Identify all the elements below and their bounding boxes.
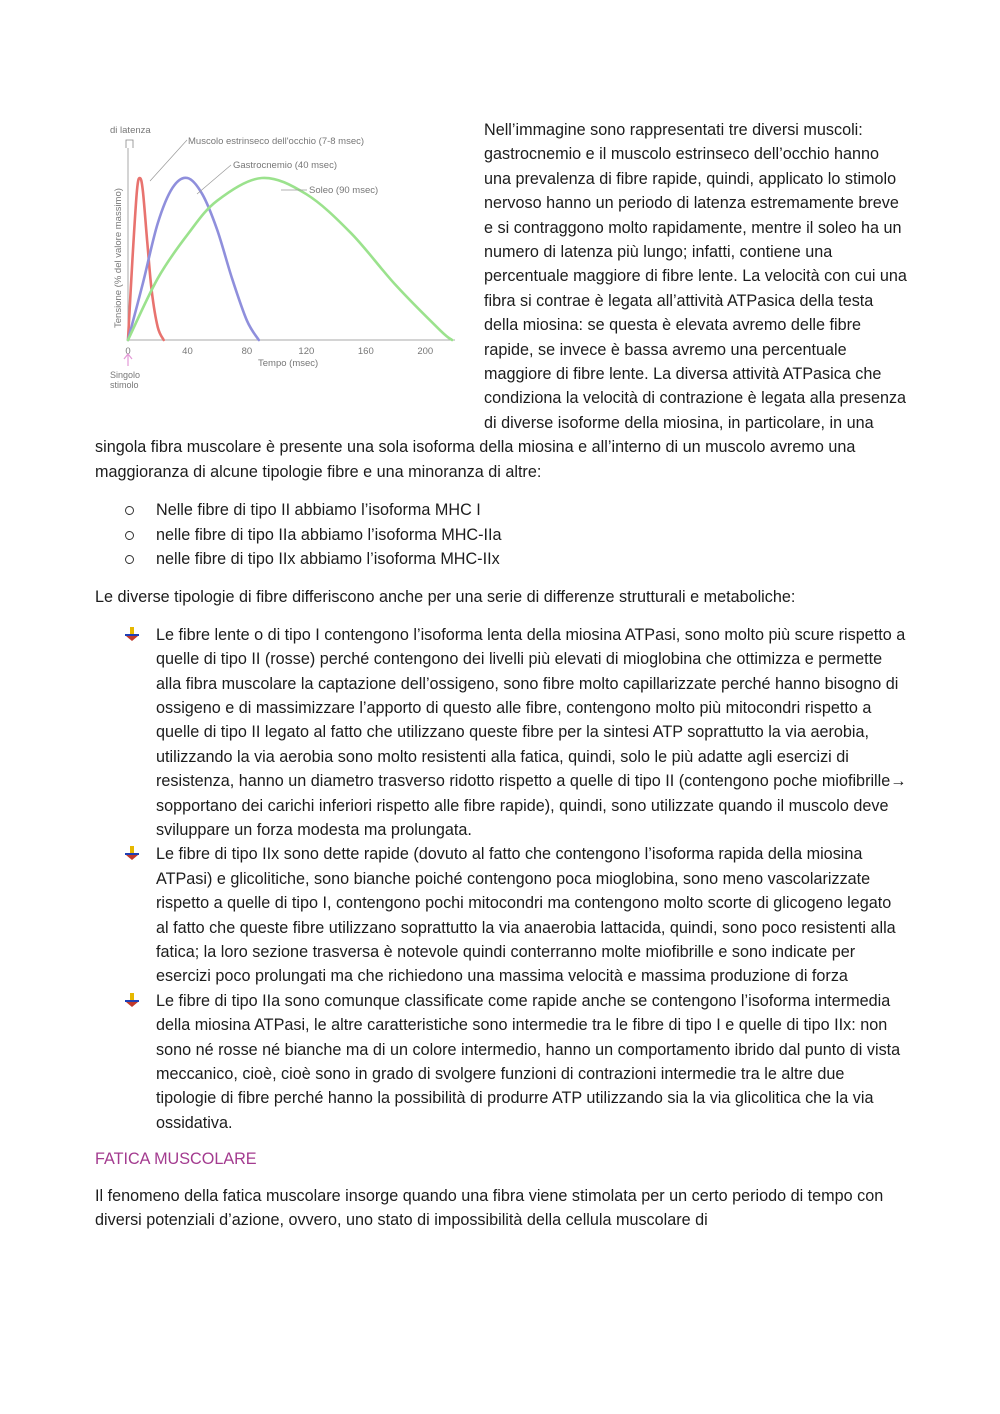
x-tick-label: 80 [241,346,253,357]
fatigue-paragraph: Il fenomeno della fatica muscolare insorge quando una fibra viene stimolata per un certo periodo di tempo con diversi potenziali d’azione, ovvero, uno stato di impossibilità della cellula muscolare di [95,1186,884,1230]
intro-paragraph: Nell’immagine sono rappresentati tre diversi muscoli: gastrocnemio e il muscolo estrinseco dell’occhio hanno una prevalenza di fibre rapide, quindi, applicato lo stimolo nervoso hanno un periodo di latenza estremamente breve e si contraggono molto rapidamente, mentre il soleo ha un numero di latenza più lungo; infatti, contiene una percentuale maggiore di fibre lente. La velocità con cui una fibra si contrae è legata all’attività ATPasica della testa della miosina: se questa è elevata avremo delle fibre rapide, se invece è bassa avremo una percentuale maggiore di fibre lente. La diversa attività ATPasica che condiziona la velocità di contrazione è legata alla presenza di diverse isoforme della miosina, in particolare, in una singola fibra muscolare è presente una sola isoforma della miosina e all’interno di un muscolo avremo una maggioranza di alcune tipologie fibre e una minoranza di altre: [95,121,907,481]
twitch-chart-svg [95,118,470,414]
fiber-list [95,623,907,1136]
y-axis-label: Tensione (% del valore massimo) [113,188,124,328]
differences-intro: Le diverse tipologie di fibre differiscono anche per una serie di differenze strutturali e metaboliche: [95,588,796,607]
x-tick-label: 120 [298,346,315,357]
arrow-bullet-icon [125,993,139,1007]
list-item [95,623,907,843]
list-item: Nelle fibre di tipo II abbiamo l’isoforma MHC I [95,498,907,522]
gastro-leader [197,165,231,194]
isoform-list [95,498,907,571]
soleus-twitch-line [128,178,452,340]
arrow-bullet-icon [125,627,139,641]
stimulus-label-2: stimolo [110,380,139,390]
document-page [95,118,907,1232]
x-tick-label: 160 [357,346,374,357]
fiber-type-iia-text: Le fibre di tipo IIa sono comunque classificate come rapide anche se contengono l’isoforma intermedia della miosina ATPasi, le altre caratteristiche sono intermedie tra le fibre di tipo I e quelle di tipo IIx: non sono né rosse né bianche ma di un colore intermedio, hanno un comportamento ibrido dal punto di vista meccanico, cioè, cioè sono in grado di svolgere funzioni di contrazioni intermedie tra le altre due tipologie di fibre perché hanno la possibilità di produrre ATP utilizzando sia la via glicolitica che la via ossidativa. [156,991,901,1132]
fiber-type-i-text: Le fibre lente o di tipo I contengono l’isoforma lenta della miosina ATPasi, sono molto più scure rispetto a quelle di tipo II (rosse) perché contengono dei livelli più elevati di mioglobina che ottimizza e permette alla fibra muscolare la captazione dell’ossigeno, sono fibre molto capillarizzate perché hanno bisogno di ossigeno e di massimizzare l’apporto di questo alle fibre, contengono molto più mitocondri rispetto a quelle di tipo II legato al fatto che utilizzano queste fibre per la sintesi ATP soprattutto la via aerobia, utilizzando la via aerobia sono molto resistenti alla fatica, quindi, solo le più adatte agli esercizi di resistenza, hanno un diametro trasverso ridotto rispetto a quelle di tipo II (contengono poche miofibrille→ sopportano dei carichi inferiori rispetto alle fibre rapide), quindi, sono utilizzate quando il muscolo deve sviluppare un forza modesta ma prolungata. [156,625,907,839]
twitch-chart [95,118,470,414]
x-tick-label: 40 [182,346,193,357]
eye-leader [150,140,187,181]
list-item [95,989,907,1135]
section-title: FATICA MUSCOLARE [95,1150,257,1169]
list-item [95,842,907,988]
gastrocnemius-twitch-line [128,178,259,340]
latency-label: di latenza [110,125,151,136]
fiber-type-iix-text: Le fibre di tipo IIx sono dette rapide (dovuto al fatto che contengono l’isoforma rapida della miosina ATPasi) e glicolitiche, sono bianche poiché contengono poca mioglobina, sono meno vascolarizzate rispetto a quelle di tipo I, contengono pochi mitocondri ma contengono molto scorte di glicogeno legato al fatto che queste fibre utilizzano soprattutto la via anaerobia lattacida, quindi, sono poco resistenti alla fatica; la loro sezione trasversa è notevole quindi conterranno molte miofibrille e sono indicate per esercizi poco prolungati ma che richiedono una massima velocità e massima produzione di forza [156,845,896,986]
list-item: nelle fibre di tipo IIa abbiamo l’isoforma MHC-IIa [95,523,907,547]
x-ticks [125,346,433,357]
x-axis-label: Tempo (msec) [258,358,319,369]
latency-bracket [126,140,133,148]
arrow-bullet-icon [125,846,139,860]
x-tick-label: 200 [417,346,434,357]
series-label-gastro: Gastrocnemio (40 msec) [233,160,338,171]
series-group [128,178,452,340]
series-label-eye: Muscolo estrinseco dell'occhio (7-8 msec) [188,136,365,147]
list-item: nelle fibre di tipo IIx abbiamo l’isoforma MHC-IIx [95,547,907,571]
series-label-soleus: Soleo (90 msec) [309,185,379,196]
stimulus-label-1: Singolo [110,370,141,380]
x-tick-label: 0 [125,346,131,357]
